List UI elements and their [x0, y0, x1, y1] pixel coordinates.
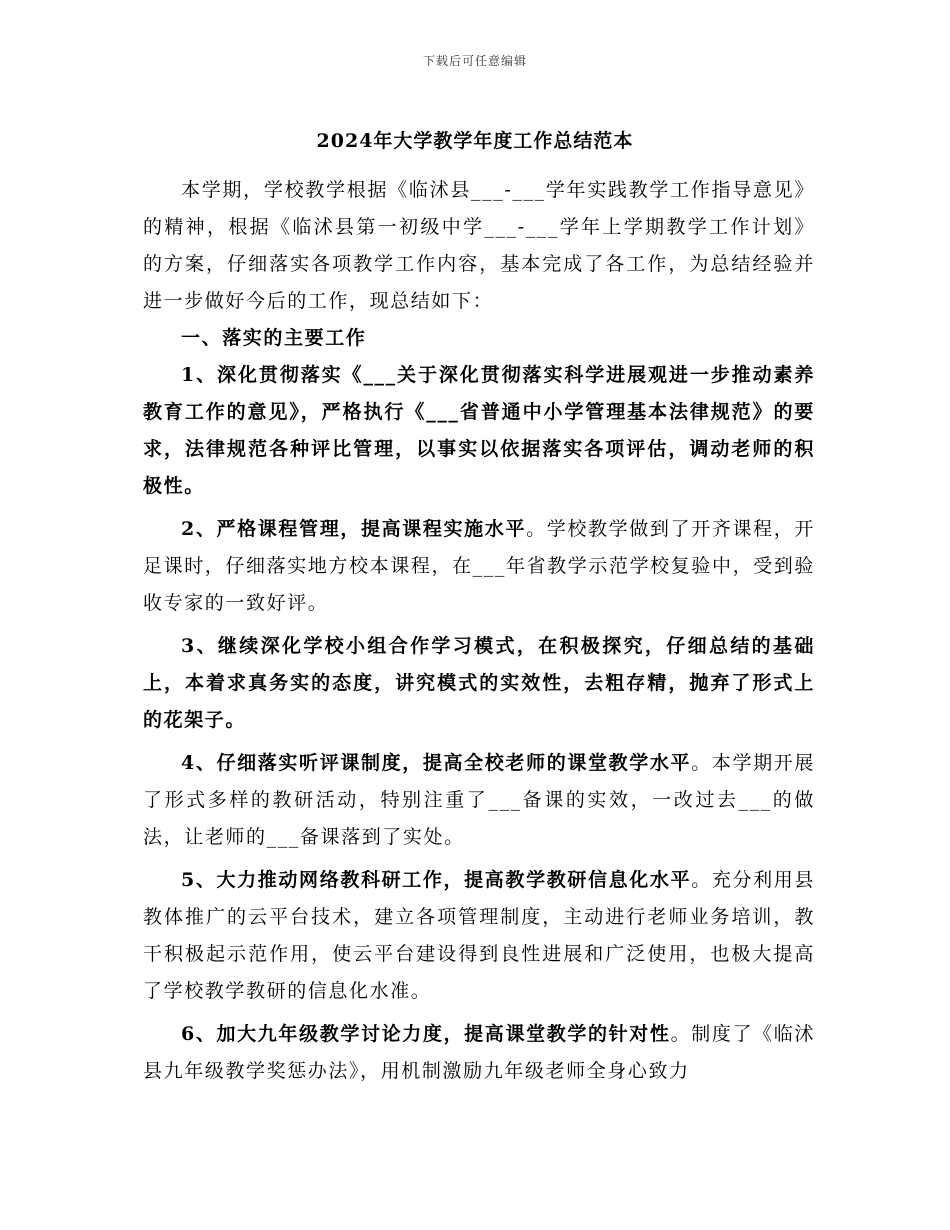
item-2-body: 。学校教学做到了开齐课程，开足课时，仔细落实地方校本课程，在___年省教学示范学校复验中，受到验收专家的一致好评。	[143, 518, 816, 614]
document-body	[143, 172, 815, 1090]
header-note: 下载后可任意编辑	[422, 54, 527, 68]
item-6-lead: 6、加大九年级教学讨论力度，提高课堂教学的针对性	[181, 1023, 671, 1045]
item-5-paragraph	[143, 862, 815, 1010]
item-4-paragraph	[143, 745, 815, 856]
item-6-paragraph	[143, 1016, 815, 1090]
document-title: 2024年大学教学年度工作总结范本	[316, 130, 634, 152]
item-3-paragraph: 3、继续深化学校小组合作学习模式，在积极探究，仔细总结的基础上，本着求真务实的态度，讲究模式的实效性，去粗存精，抛弃了形式上的花架子。	[143, 635, 815, 731]
item-1-paragraph: 1、深化贯彻落实《___关于深化贯彻落实科学进展观进一步推动素养教育工作的意见》，严格执行《___省普通中小学管理基本法律规范》的要求，法律规范各种评比管理，以事实以依据落实各项评估，调动老师的积极性。	[143, 364, 815, 497]
item-5-body: 。充分利用县教体推广的云平台技术，建立各项管理制度，主动进行老师业务培训，教干积极起示范作用，使云平台建设得到良性进展和广泛使用，也极大提高了学校教学教研的信息化水准。	[143, 869, 815, 1002]
item-4-lead: 4、仔细落实听评课制度，提高全校老师的课堂教学水平	[181, 752, 692, 774]
item-6-body: 。制度了《临沭县九年级教学奖惩办法》，用机制激励九年级老师全身心致力	[143, 1023, 815, 1082]
item-5-lead: 5、大力推动网络教科研工作，提高教学教研信息化水平	[181, 869, 692, 891]
intro-paragraph: 本学期，学校教学根据《临沭县___-___学年实践教学工作指导意见》的精神，根据《临沭县第一初级中学___-___学年上学期教学工作计划》的方案，仔细落实各项教学工作内容，基本完成了各工作，为总结经验并进一步做好今后的工作，现总结如下：	[143, 179, 815, 312]
section-heading: 一、落实的主要工作	[181, 327, 367, 349]
item-2-lead: 2、严格课程管理，提高课程实施水平	[181, 518, 527, 540]
item-2-paragraph	[143, 511, 815, 622]
item-4-body: 。本学期开展了形式多样的教研活动，特别注重了___备课的实效，一改过去___的做法，让老师的___备课落到了实处。	[143, 752, 815, 848]
